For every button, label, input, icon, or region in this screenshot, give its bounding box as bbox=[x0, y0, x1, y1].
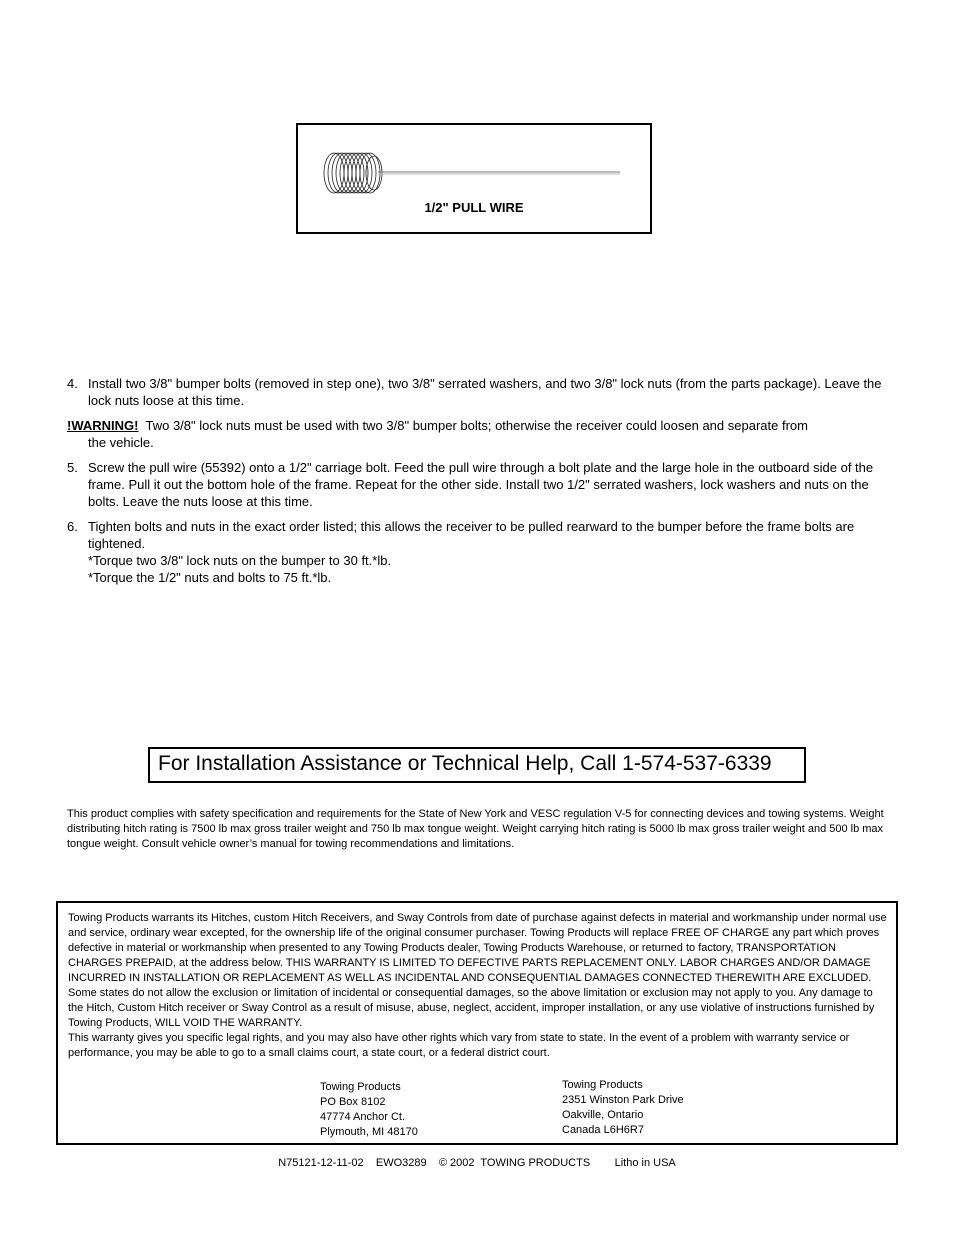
step-4 bbox=[67, 375, 887, 409]
torque-spec-1: *Torque two 3/8" lock nuts on the bumper to 30 ft.*lb. bbox=[88, 553, 392, 568]
figure-caption: 1/2" PULL WIRE bbox=[424, 200, 524, 215]
warning-text: Two 3/8" lock nuts must be used with two 3/8" bumper bolts; otherwise the receiver could loosen and separate from bbox=[145, 418, 808, 433]
warranty-paragraph-2: This warranty gives you specific legal rights, and you may also have other rights which vary from state to state. In the event of a problem with warranty service or performance, you may be able to go to a small claims court, a state court, or a federal district court. bbox=[68, 1032, 850, 1059]
step-text: Screw the pull wire (55392) onto a 1/2" carriage bolt. Feed the pull wire through a bolt plate and the large hole in the outboard side of the frame. Pull it out the bottom hole of the frame. Repeat for the other side. Install two 1/2" serrated washers, lock washers and nuts on the bolts. Leave the nuts loose at this time. bbox=[88, 460, 874, 509]
pull-wire-figure bbox=[296, 123, 652, 234]
instruction-steps bbox=[67, 375, 887, 594]
help-banner: For Installation Assistance or Technical Help, Call 1-574-537-6339 bbox=[148, 747, 806, 783]
warning-note bbox=[67, 417, 887, 451]
warranty-paragraph-1: Towing Products warrants its Hitches, custom Hitch Receivers, and Sway Controls from date of purchase against defects in material and workmanship under normal use and service, ordinary wear excepted, for the ownership life of the original consumer purchaser. Towing Products will replace FREE OF CHARGE any part which proves defective in material or workmanship when presented to any Towing Products dealer, Towing Products Warehouse, or returned to factory, TRANSPORTATION CHARGES PREPAID, at the address below. THIS WARRANTY IS LIMITED TO DEFECTIVE PARTS REPLACEMENT ONLY. LABOR CHARGES AND/OR DAMAGE INCURRED IN INSTALLATION OR REPLACEMENT AS WELL AS INCIDENTAL AND CONSEQUENTIAL DAMAGES CONNECTED THEREWITH ARE EXCLUDED. Some states do not allow the exclusion or limitation of incidental or consequential damages, so the above limitation or exclusion may not apply to you. Any damage to the Hitch, Custom Hitch receiver or Sway Control as a result of misuse, abuse, neglect, accident, improper installation, or any use violative of instructions furnished by Towing Products, WILL VOID THE WARRANTY. bbox=[68, 912, 887, 1029]
warning-label: !WARNING! bbox=[67, 418, 139, 433]
address-us bbox=[320, 1080, 418, 1140]
address-line: Towing Products bbox=[562, 1079, 643, 1091]
step-text: Tighten bolts and nuts in the exact order listed; this allows the receiver to be pulled rearward to the bumper before the frame bolts are tightened. bbox=[88, 519, 855, 551]
address-line: 2351 Winston Park Drive bbox=[562, 1094, 684, 1106]
address-line: 47774 Anchor Ct. bbox=[320, 1111, 406, 1123]
warranty-box bbox=[56, 901, 898, 1145]
step-number: 5. bbox=[67, 460, 78, 475]
warning-text-continued: the vehicle. bbox=[88, 435, 154, 450]
warranty-text bbox=[68, 911, 890, 1061]
address-line: Oakville, Ontario bbox=[562, 1109, 644, 1121]
torque-spec-2: *Torque the 1/2" nuts and bolts to 75 ft.*lb. bbox=[88, 570, 332, 585]
document-footer: N75121-12-11-02 EWO3289 © 2002 TOWING PRODUCTS Litho in USA bbox=[278, 1157, 676, 1169]
step-6 bbox=[67, 518, 887, 586]
address-canada bbox=[562, 1078, 684, 1138]
address-line: Canada L6H6R7 bbox=[562, 1124, 644, 1136]
step-number: 4. bbox=[67, 376, 78, 391]
address-line: Towing Products bbox=[320, 1081, 401, 1093]
address-line: PO Box 8102 bbox=[320, 1096, 386, 1108]
pull-wire-coil-icon bbox=[322, 149, 622, 199]
compliance-statement: This product complies with safety specification and requirements for the State of New York and VESC regulation V-5 for connecting devices and towing systems. Weight distributing hitch rating is 7500 lb max gross trailer weight and 750 lb max tongue weight. Weight carrying hitch rating is 5000 lb max gross trailer weight and 500 lb max tongue weight. Consult vehicle owner’s manual for towing recommendations and limitations. bbox=[67, 808, 884, 850]
step-5 bbox=[67, 459, 887, 510]
step-number: 6. bbox=[67, 519, 78, 534]
address-line: Plymouth, MI 48170 bbox=[320, 1126, 418, 1138]
step-text: Install two 3/8" bumper bolts (removed in step one), two 3/8" serrated washers, and two 3/8" lock nuts (from the parts package). Leave the lock nuts loose at this time. bbox=[88, 376, 882, 408]
